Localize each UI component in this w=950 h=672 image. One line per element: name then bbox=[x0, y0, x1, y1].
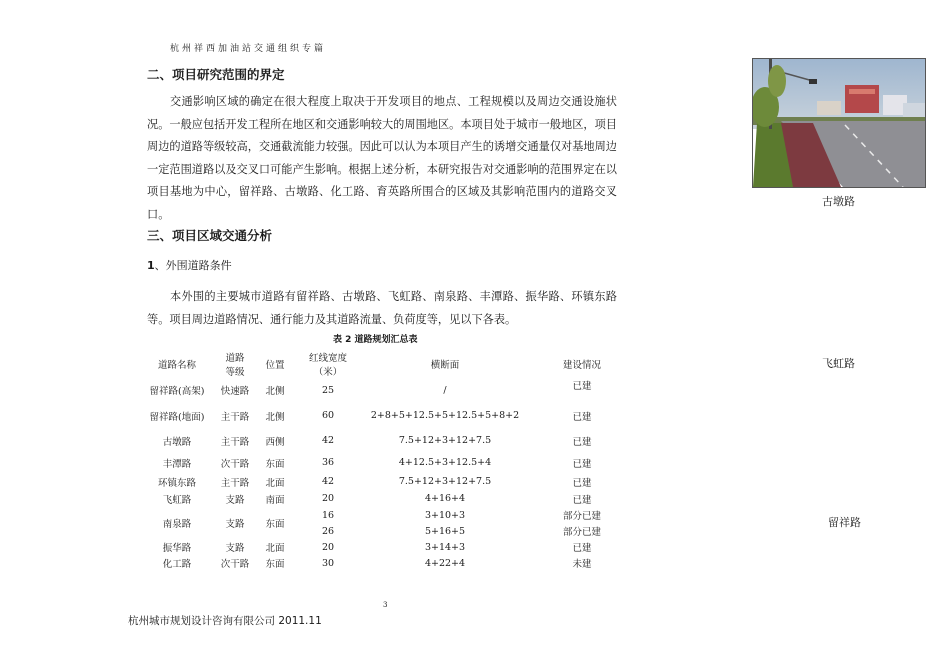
photo-label-liuxiang: 留祥路 bbox=[828, 516, 861, 529]
section-3-body: 本外围的主要城市道路有留祥路、古墩路、飞虹路、南泉路、丰潭路、振华路、环镇东路等。项目周边道路情况、通行能力及其道路流量、负荷度等，见以下各表。 bbox=[147, 290, 617, 326]
header-position: 位置 bbox=[265, 360, 285, 371]
table-row: 留祥路(地面) 主干路 北侧 60 2+8+5+12.5+5+12.5+5+8+2 已建 bbox=[149, 410, 592, 423]
table-row: 环镇东路 主干路 北面 42 7.5+12+3+12+7.5 已建 bbox=[157, 476, 592, 489]
section-3-title: 三、项目区域交通分析 bbox=[147, 228, 273, 243]
footer-company: 杭州城市规划设计咨询有限公司 2011.11 bbox=[128, 615, 322, 627]
table-row: 振华路 支路 北面 20 3+14+3 已建 bbox=[162, 541, 592, 554]
table-row: 南泉路 支路 东面 16 3+10+3 部分已建 bbox=[162, 509, 601, 530]
table-row: 留祥路(高架) 快速路 北侧 25 / 已建 bbox=[149, 381, 592, 397]
photo-label-feihong: 飞虹路 bbox=[822, 357, 855, 370]
table-header-row bbox=[141, 350, 637, 378]
photo-label-gudun: 古墩路 bbox=[822, 195, 855, 208]
header-grade: 道路 等级 bbox=[225, 353, 245, 378]
table-row: 古墩路 主干路 西侧 42 7.5+12+3+12+7.5 已建 bbox=[162, 435, 592, 448]
gudun-road-photo bbox=[752, 58, 926, 188]
section-2-body: 交通影响区域的确定在很大程度上取决于开发项目的地点、工程规模以及周边交通设施状况。一般应包括开发工程所在地区和交通影响较大的周围地区。本项目处于城市一般地区，项目周边的道路等级较高，交通截流能力较强。因此可以认为本项目产生的诱增交通量仅对基地周边一定范围道路以及交叉口可能产生影响。根据上述分析，本研究报告对交通影响的范围界定在以项目基地为中心，留祥路、古墩路、化工路、育英路所围合的区域及其影响范围内的道路交叉口。 bbox=[147, 95, 617, 221]
table-row: 化工路 次干路 东面 30 4+22+4 未建 bbox=[162, 557, 592, 570]
header-section: 横断面 bbox=[430, 360, 460, 371]
table-row: 丰潭路 次干路 东面 36 4+12.5+3+12.5+4 已建 bbox=[162, 457, 592, 470]
running-header: 杭州祥西加油站交通组织专篇 bbox=[170, 44, 327, 54]
header-name: 道路名称 bbox=[157, 360, 196, 371]
table-row: 飞虹路 支路 南面 20 4+16+4 已建 bbox=[162, 493, 592, 506]
page-number: 3 bbox=[383, 601, 388, 609]
section-2-title: 二、项目研究范围的界定 bbox=[147, 67, 285, 82]
road-plan-table bbox=[141, 350, 637, 571]
header-width: 红线宽度 （米） bbox=[308, 353, 347, 378]
table-caption: 表 2 道路规划汇总表 bbox=[333, 335, 418, 345]
table-row: 26 5+16+5 部分已建 bbox=[321, 525, 601, 538]
header-status: 建设情况 bbox=[562, 360, 601, 371]
subsection-number: 1 bbox=[147, 259, 155, 272]
subsection-heading bbox=[147, 257, 232, 273]
subsection-title: 、外围道路条件 bbox=[154, 259, 232, 272]
